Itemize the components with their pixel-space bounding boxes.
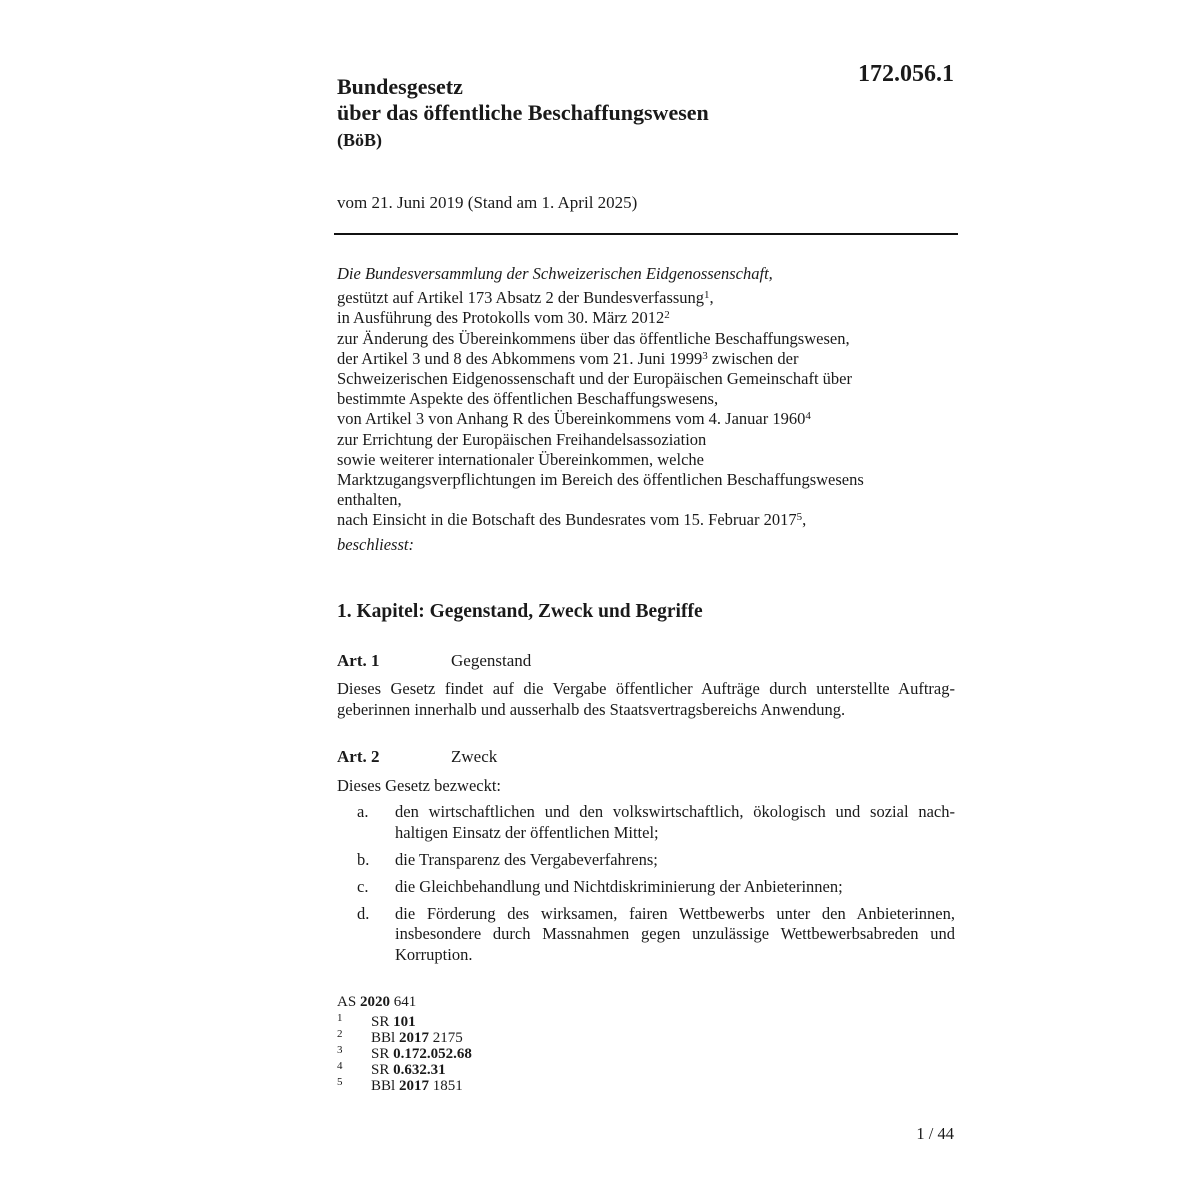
preamble-line-text: Marktzugangsverpflichtungen im Bereich des öffentlichen Beschaffungswesens [337, 470, 864, 490]
preamble-line-text: enthalten, [337, 490, 402, 510]
footnote [337, 1046, 472, 1062]
preamble-line [337, 389, 967, 409]
footnote-prefix: SR [371, 1062, 390, 1078]
footnote-ref: 2017 [398, 1030, 429, 1046]
footnote-ref: 0.172.052.68 [393, 1046, 472, 1062]
as-prefix: AS [337, 994, 357, 1010]
preamble-line-text: Schweizerischen Eidgenossenschaft und der Europäischen Gemeinschaft über [337, 369, 852, 389]
footnote-marker[interactable]: 5 [796, 511, 803, 524]
preamble-line [337, 349, 967, 369]
preamble-line-text: zur Errichtung der Europäischen Freihandelsassoziation [337, 429, 707, 449]
list-item-text: die Transparenz des Vergabeverfahrens; [395, 849, 658, 869]
footnote-marker[interactable]: 4 [805, 410, 811, 423]
preamble-line-text: von Artikel 3 von Anhang R des Übereinkommens vom 4. Januar 1960 [337, 409, 806, 429]
preamble-line-text: gestützt auf Artikel 173 Absatz 2 der Bundesverfassung [337, 288, 705, 308]
footnote [337, 1062, 472, 1078]
footnote-suffix: 1851 [432, 1078, 463, 1094]
preamble-line-continuation: , [802, 510, 807, 530]
footnote-number: 4 [337, 1060, 343, 1072]
preamble [337, 264, 967, 555]
footnote-marker[interactable]: 1 [704, 289, 710, 302]
footnote-prefix: BBl [371, 1030, 396, 1046]
as-year: 2020 [359, 994, 390, 1010]
preamble-line-text: der Artikel 3 und 8 des Abkommens vom 21. Juni 1999 [337, 348, 703, 368]
preamble-line-continuation: , [709, 288, 714, 308]
preamble-line-text: nach Einsicht in die Botschaft des Bundesrates vom 15. Februar 2017 [337, 510, 797, 530]
preamble-line [337, 470, 967, 490]
footnote-prefix: SR [371, 1046, 390, 1062]
footnote-ref: 101 [393, 1014, 416, 1030]
law-title [337, 74, 709, 126]
preamble-line [337, 510, 967, 530]
preamble-line [337, 308, 967, 328]
list-item-marker: b. [357, 849, 370, 869]
date-line: vom 21. Juni 2019 (Stand am 1. April 2025) [337, 193, 638, 212]
footnote-prefix: SR [371, 1014, 390, 1030]
article-1-number: Art. 1 [337, 651, 380, 670]
footnote-number: 2 [337, 1028, 343, 1040]
footnote [337, 1078, 472, 1094]
list-item [337, 877, 955, 898]
footnote-number: 3 [337, 1044, 343, 1056]
law-abbreviation: (BöB) [337, 130, 382, 150]
preamble-line [337, 430, 967, 450]
article-2-list [337, 802, 955, 972]
article-2-heading: Zweck [451, 747, 498, 766]
footnotes [337, 992, 472, 1094]
article-1-text: Dieses Gesetz findet auf die Vergabe öffentlicher Aufträge durch unterstellte Auftraggeberinnen innerhalb und ausserhalb des Staatsvertragsbereichs Anwendung. [337, 679, 955, 719]
list-item-marker: c. [357, 876, 369, 896]
preamble-line [337, 369, 967, 389]
law-title-line-1: Bundesgesetz [337, 74, 463, 99]
preamble-line [337, 450, 967, 470]
footnote [337, 1030, 472, 1046]
article-2-text: Dieses Gesetz bezweckt: [337, 776, 502, 795]
article-1-header [337, 650, 531, 672]
chapter-title: 1. Kapitel: Gegenstand, Zweck und Begriffe [337, 601, 703, 622]
preamble-line [337, 288, 967, 308]
header-divider [334, 233, 958, 235]
footnote-ref: 2017 [398, 1078, 429, 1094]
list-item [337, 850, 955, 871]
preamble-line [337, 409, 967, 429]
preamble-line-text: in Ausführung des Protokolls vom 30. März 2012 [337, 308, 665, 328]
footnote-number: 1 [337, 1012, 343, 1024]
page-number: 1 / 44 [916, 1124, 954, 1143]
article-1-heading: Gegenstand [451, 651, 532, 670]
footnote-suffix: 2175 [432, 1030, 463, 1046]
preamble-line-text: bestimmte Aspekte des öffentlichen Beschaffungswesens, [337, 389, 719, 409]
list-item-text: die Förderung des wirksamen, fairen Wettbewerbs unter den Anbieterinnen, insbesondere durch Massnahmen gegen unzulässige Wettbewerbsabreden und Korruption. [395, 903, 955, 964]
footnote-marker[interactable]: 3 [702, 349, 708, 362]
official-compilation-ref [337, 992, 472, 1012]
preamble-line-continuation: zwischen der [707, 348, 799, 368]
preamble-line-text: sowie weiterer internationaler Übereinkommen, welche [337, 449, 704, 469]
list-item-text: die Gleichbehandlung und Nichtdiskriminierung der Anbieterinnen; [395, 876, 843, 896]
as-page: 641 [393, 994, 417, 1010]
footnote-marker[interactable]: 2 [664, 309, 670, 322]
article-2-header [337, 746, 497, 768]
footnote-prefix: BBl [371, 1078, 396, 1094]
footnote-number: 5 [337, 1076, 343, 1088]
footnote [337, 1014, 472, 1030]
preamble-intro: Die Bundesversammlung der Schweizerischen Eidgenossenschaft, [337, 264, 773, 283]
preamble-line [337, 329, 967, 349]
sr-number: 172.056.1 [858, 61, 954, 87]
list-item [337, 904, 955, 966]
footnote-ref: 0.632.31 [393, 1062, 446, 1078]
preamble-line [337, 490, 967, 510]
preamble-closing: beschliesst: [337, 534, 414, 554]
law-title-line-2: über das öffentliche Beschaffungswesen [337, 100, 709, 125]
article-2-number: Art. 2 [337, 747, 380, 766]
list-item-marker: d. [357, 903, 370, 923]
list-item-text: den wirtschaftlichen und den volkswirtschaftlich, ökologisch und sozial nachhaltigen Einsatz der öffentlichen Mittel; [395, 802, 955, 842]
preamble-lines [337, 288, 967, 530]
list-item [337, 802, 955, 843]
list-item-marker: a. [357, 802, 369, 821]
preamble-line-text: zur Änderung des Übereinkommens über das öffentliche Beschaffungswesen, [337, 328, 850, 348]
